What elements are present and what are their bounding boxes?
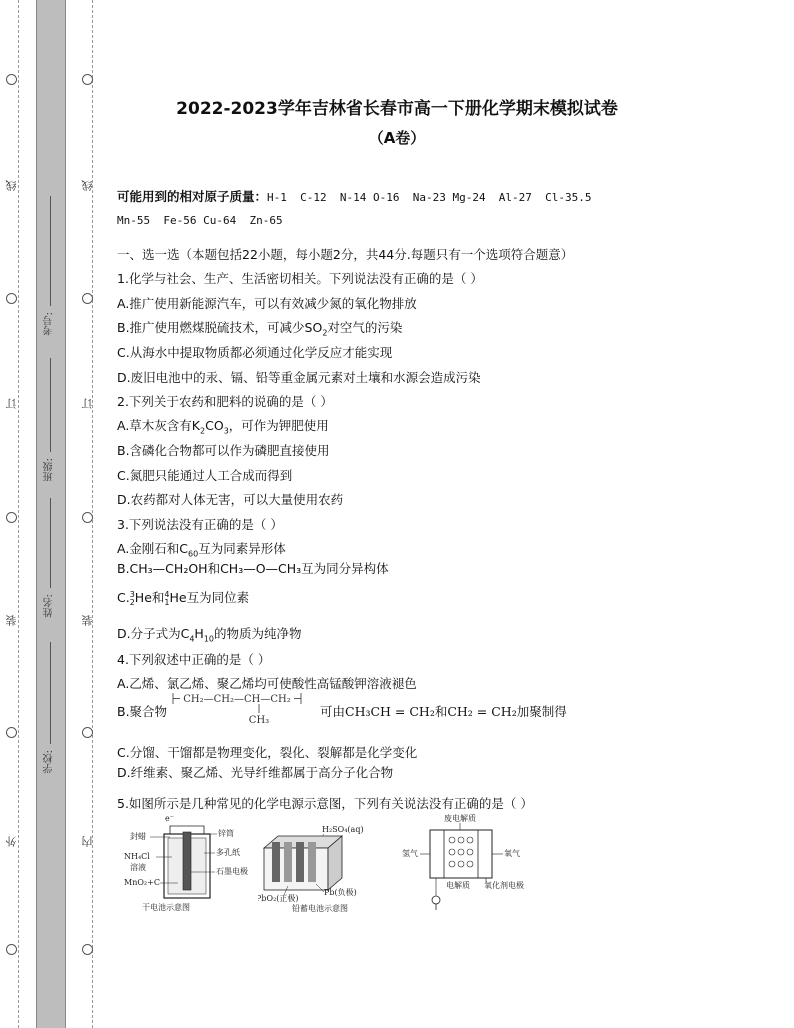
dry-cell-nh4cl-label: NH₄Cl	[124, 852, 150, 861]
fuel-cell-electrolyte-label: 电解质	[446, 881, 470, 890]
q4-option-c: C.分馏、干馏都是物理变化，裂化、裂解都是化学变化	[117, 745, 418, 760]
lead-battery-acid-label: H₂SO₄(aq)	[322, 825, 364, 834]
field-name-label: 姓名:	[44, 594, 55, 618]
outer-label-line: 线	[5, 180, 18, 191]
lead-battery-pbo2-label: PbO₂(正极)	[258, 894, 299, 903]
atomic-masses-label: 可能用到的相对原子质量：	[117, 189, 268, 204]
q4-stem: 4.下列叙述中正确的是（ ）	[117, 652, 271, 667]
atomic-masses-values-2: Mn-55 Fe-56 Cu-64 Zn-65	[117, 214, 283, 227]
q4-option-b-label: B.聚合物	[117, 704, 168, 719]
q4-option-a: A.乙烯、氯乙烯、聚乙烯均可使酸性高锰酸钾溶液褪色	[117, 676, 417, 691]
polymer-branch: CH₃	[248, 715, 270, 726]
q2-option-a: A.草木灰含有$K_2CO_3$，可作为钾肥使用	[117, 418, 329, 436]
inner-label-staple: 订	[81, 398, 94, 409]
inner-label-line: 线	[81, 180, 94, 191]
q1-option-c: C.从海水中提取物质都必须通过化学反应才能实现	[117, 345, 393, 360]
lead-battery-figure	[258, 822, 390, 914]
inner-label-inside: 内	[81, 836, 94, 847]
outer-label-outside: 外	[5, 836, 18, 847]
q2-option-b: B.含磷化合物都可以作为磷肥直接使用	[117, 443, 330, 458]
outer-label-bind: 装	[5, 615, 18, 626]
q1-option-a: A.推广使用新能源汽车，可以有效减少氮的氧化物排放	[117, 296, 417, 311]
binding-hole-circle	[6, 944, 17, 955]
binding-hole-circle	[6, 512, 17, 523]
outer-label-staple: 订	[5, 398, 18, 409]
section-heading: 一、选一选（本题包括22小题，每小题2分，共44分.每题只有一个选项符合题意）	[117, 247, 574, 262]
fuel-cell-oxygen-label: 氧气	[504, 849, 520, 858]
q1-option-d: D.废旧电池中的汞、镉、铅等重金属元素对土壤和水源会造成污染	[117, 370, 481, 385]
binding-hole-circle	[6, 74, 17, 85]
lead-battery-caption: 铅蓄电池示意图	[292, 904, 348, 913]
binding-hole-circle	[82, 293, 93, 304]
dry-cell-paper-label: 多孔纸	[216, 848, 240, 857]
field-school-blank[interactable]	[50, 642, 51, 744]
page-subtitle: （A卷）	[368, 129, 426, 147]
polymer-main-chain: CH₂—CH₂—CH—CH₂	[183, 694, 291, 705]
fuel-cell-figure	[400, 812, 532, 914]
field-exam-number-blank[interactable]	[50, 196, 51, 306]
binding-hole-circle	[82, 727, 93, 738]
field-school-label: 学校:	[44, 750, 55, 774]
lead-battery-pb-label: Pb(负极)	[324, 888, 357, 897]
q3-option-b: B.CH₃—CH₂OH和CH₃—O—CH₃互为同分异构体	[117, 561, 389, 576]
dry-cell-figure	[120, 812, 250, 914]
field-name-blank[interactable]	[50, 498, 51, 588]
q5-stem: 5.如图所示是几种常见的化学电源示意图，下列有关说法没有正确的是（ ）	[117, 796, 533, 811]
binding-hole-circle	[82, 512, 93, 523]
field-class-label: 班级:	[44, 458, 55, 482]
fuel-cell-electrode-label: 氧化剂电极	[484, 881, 524, 890]
q4-option-d: D.纤维素、聚乙烯、光导纤维都属于高分子化合物	[117, 765, 394, 780]
q4-polymer-structure	[170, 690, 310, 726]
fuel-cell-hydrogen-label: 氢气	[402, 849, 418, 858]
field-exam-number-label: 考号:	[44, 312, 55, 336]
dry-cell-caption: 干电池示意图	[142, 903, 190, 912]
dry-cell-mno2-label: MnO₂+C	[124, 878, 160, 887]
q1-stem: 1.化学与社会、生产、生活密切相关。下列说法没有正确的是（ ）	[117, 271, 483, 286]
page-title: 2022-2023学年吉林省长春市高一下册化学期末模拟试卷	[176, 99, 618, 119]
atomic-masses-line-1	[117, 187, 592, 205]
binding-hole-circle	[6, 727, 17, 738]
dry-cell-electron-label: e⁻	[165, 814, 174, 823]
binding-hole-circle	[82, 74, 93, 85]
inner-label-bind: 装	[81, 615, 94, 626]
binding-hole-circle	[6, 293, 17, 304]
dry-cell-zinc-label: 锌筒	[218, 829, 234, 838]
q3-option-a: A.金刚石和$C_{60}$互为同素异形体	[117, 541, 286, 559]
q4-option-b-text: 可由CH₃CH = CH₂和CH₂ = CH₂加聚制得	[320, 704, 567, 719]
dry-cell-graphite-label: 石墨电极	[216, 867, 248, 876]
q3-option-d: D.分子式为$C_4H_{10}$的物质为纯净物	[117, 626, 302, 644]
field-class-blank[interactable]	[50, 358, 51, 452]
dry-cell-seal-label: 封蜡	[130, 832, 146, 841]
q3-option-c: C.3 2He和4 1He互为同位素	[117, 589, 250, 607]
q3-stem: 3.下列说法没有正确的是（ ）	[117, 517, 283, 532]
q1-option-b: B.推广使用燃煤脱硫技术，可减少$SO_2$对空气的污染	[117, 320, 403, 338]
atomic-masses-values-1: H-1 C-12 N-14 O-16 Na-23 Mg-24 Al-27 Cl-35.5	[267, 191, 592, 204]
q2-stem: 2.下列关于农药和肥料的说确的是（ ）	[117, 394, 333, 409]
binding-hole-circle	[82, 944, 93, 955]
binding-margin-bar	[36, 0, 66, 1028]
q2-option-c: C.氮肥只能通过人工合成而得到	[117, 468, 293, 483]
fuel-cell-waste-label: 废电解质	[444, 814, 476, 823]
dry-cell-solution-label: 溶液	[130, 863, 146, 872]
q2-option-d: D.农药都对人体无害，可以大量使用农药	[117, 492, 344, 507]
outer-cut-line	[18, 0, 19, 1028]
